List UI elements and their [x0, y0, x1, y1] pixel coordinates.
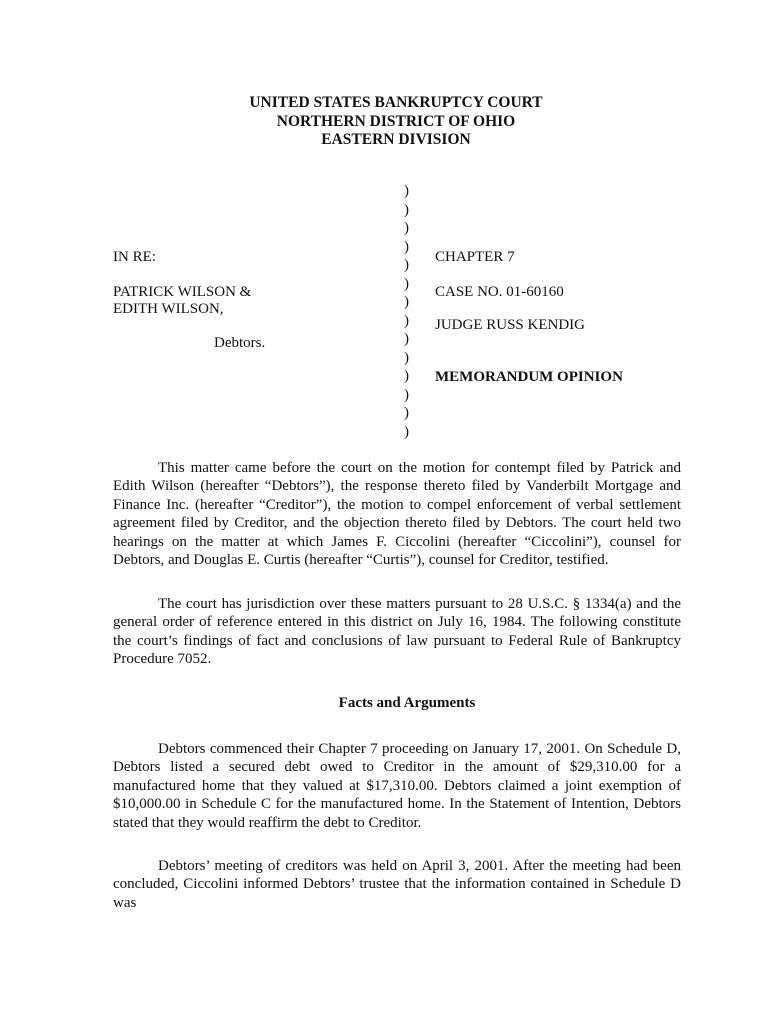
party-name-line1: PATRICK WILSON & [113, 284, 252, 300]
paren: ) [404, 331, 409, 347]
paren: ) [404, 257, 409, 273]
paren: ) [404, 405, 409, 421]
in-re-label: IN RE: [113, 249, 156, 265]
body-paragraph-2: The court has jurisdiction over these matters pursuant to 28 U.S.C. § 1334(a) and the general order of reference entered in this district on July 16, 1984. The following constitute the court’s findings of fact and conclusions of law pursuant to Federal Rule of Bankruptcy Procedure 7052. [113, 596, 681, 668]
party-name-line2: EDITH WILSON, [113, 301, 224, 317]
paren: ) [404, 386, 409, 403]
paren: ) [404, 312, 409, 329]
paren: ) [404, 183, 409, 199]
caption-divider [404, 182, 416, 441]
paren: ) [404, 220, 409, 236]
case-number: CASE NO. 01-60160 [435, 284, 564, 300]
body-paragraph-4: Debtors’ meeting of creditors was held on April 3, 2001. After the meeting had been concluded, Ciccolini informed Debtors’ trustee that the information contained in Schedule D was [113, 858, 681, 911]
body-paragraph-3: Debtors commenced their Chapter 7 proceeding on January 17, 2001. On Schedule D, Debtors listed a secured debt owed to Creditor in the amount of $29,310.00 for a manufactured home that they valued at $17,310.00. Debtors claimed a joint exemption of $10,000.00 in Schedule C for the manufactured home. In the Statement of Intention, Debtors stated that they would reaffirm the debt to Creditor. [113, 741, 681, 831]
paren: ) [404, 294, 409, 310]
party-role: Debtors. [214, 335, 266, 351]
paren: ) [404, 349, 409, 366]
paren: ) [404, 201, 409, 218]
chapter-label: CHAPTER 7 [435, 249, 515, 265]
paren: ) [404, 423, 409, 440]
document-title: MEMORANDUM OPINION [435, 369, 623, 385]
court-header [0, 94, 770, 150]
paren: ) [404, 275, 409, 292]
body-paragraph-1: This matter came before the court on the motion for contempt filed by Patrick and Edith Wilson (hereafter “Debtors”), the response thereto filed by Vanderbilt Mortgage and Finance Inc. (hereafter “Creditor”), the motion to compel enforcement of verbal settlement agreement filed by Creditor, and the objection thereto filed by Debtors. The court held two hearings on the matter at which James F. Ciccolini (hereafter “Ciccolini”), counsel for Debtors, and Douglas E. Curtis (hereafter “Curtis”), counsel for Creditor, testified. [113, 460, 681, 569]
paren: ) [404, 368, 409, 384]
court-division: EASTERN DIVISION [321, 131, 471, 148]
paren: ) [404, 238, 409, 255]
court-district: NORTHERN DISTRICT OF OHIO [276, 112, 516, 130]
judge-name: JUDGE RUSS KENDIG [435, 317, 586, 333]
section-heading: Facts and Arguments [338, 695, 476, 711]
court-name: UNITED STATES BANKRUPTCY COURT [249, 94, 543, 111]
